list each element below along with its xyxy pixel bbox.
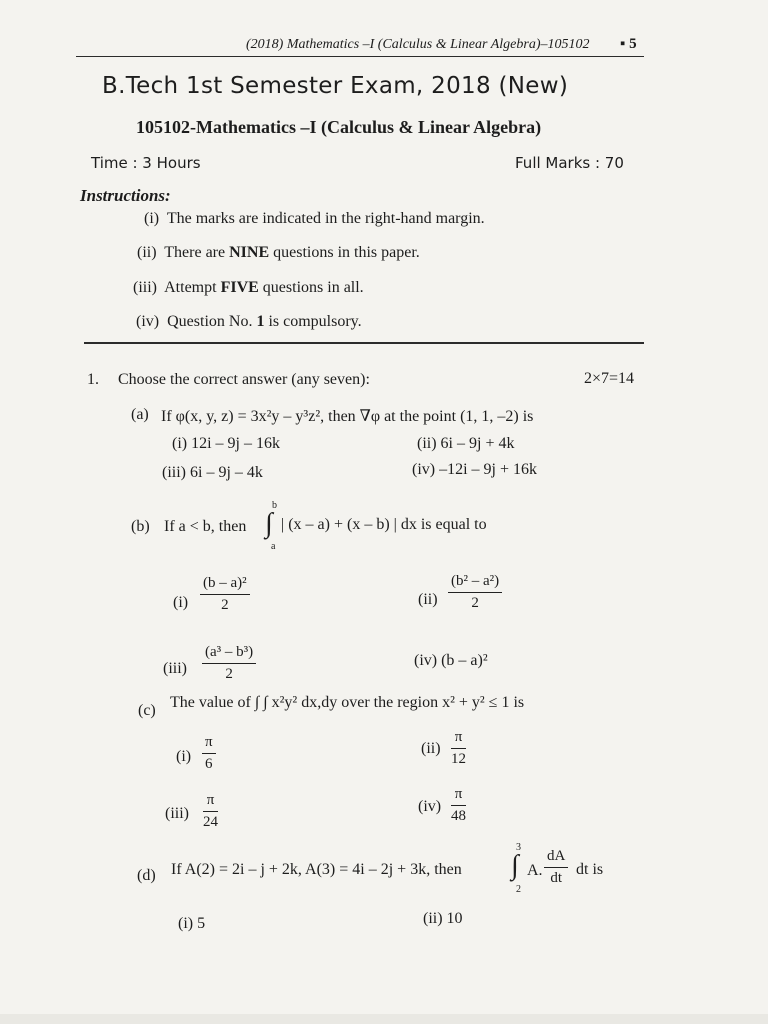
fraction-bar	[202, 753, 216, 754]
exam-title: B.Tech 1st Semester Exam, 2018 (New)	[102, 73, 569, 99]
part-b-option-1-label: (i)	[173, 594, 189, 611]
paper-subtitle: 105102-Mathematics –I (Calculus & Linear Algebra)	[136, 117, 542, 137]
section-rule	[84, 342, 644, 344]
integral-sign-icon: ∫	[265, 508, 273, 539]
instruction-text: Question No.	[167, 313, 257, 330]
part-b-option-1-fraction	[200, 575, 250, 614]
question-text: Choose the correct answer (any seven):	[118, 371, 370, 388]
part-d-lower-limit: 2	[516, 884, 521, 895]
fraction-numerator: π	[454, 786, 463, 802]
part-b-lower-limit: a	[271, 541, 276, 552]
instructions-heading: Instructions:	[80, 186, 171, 205]
integral-sign-icon: ∫	[511, 850, 519, 881]
instruction-text: questions in this paper.	[269, 244, 420, 261]
part-c-option-4-fraction	[451, 786, 466, 825]
running-header: (2018) Mathematics –I (Calculus & Linear Algebra)–105102	[246, 37, 590, 52]
question-marks: 2×7=14	[584, 370, 635, 387]
part-c-option-3-fraction	[203, 792, 218, 831]
header-rule	[76, 56, 644, 57]
fraction-denominator: 12	[451, 751, 466, 767]
instruction-item	[136, 313, 362, 331]
instruction-number: (ii)	[137, 244, 157, 261]
part-c-option-3-label: (iii)	[165, 805, 189, 822]
part-c-option-4-label: (iv)	[418, 798, 442, 815]
fraction-bar	[451, 748, 466, 749]
fraction-denominator: 6	[205, 756, 213, 772]
part-b-option-3-fraction	[202, 644, 256, 683]
question-number: 1.	[87, 371, 99, 388]
fraction-numerator: π	[206, 792, 215, 808]
instruction-number: (iv)	[136, 313, 160, 330]
part-a-option-4: (iv) –12i – 9j + 16k	[412, 461, 538, 478]
instruction-text: questions in all.	[258, 279, 364, 296]
part-b-option-2-fraction	[448, 573, 502, 612]
part-b-option-4: (iv) (b – a)²	[414, 652, 488, 669]
fraction-denominator: 2	[471, 595, 479, 611]
part-d-text: If A(2) = 2i – j + 2k, A(3) = 4i – 2j + 3k, then	[171, 861, 462, 878]
time-allowed: Time : 3 Hours	[91, 154, 201, 172]
part-d-derivative-fraction	[544, 848, 568, 887]
fraction-numerator: dA	[547, 848, 566, 864]
instruction-emphasis: FIVE	[220, 279, 259, 296]
part-c-option-2-label: (ii)	[421, 740, 441, 757]
part-b-integrand: | (x – a) + (x – b) | dx is equal to	[281, 516, 487, 533]
part-b-option-2-label: (ii)	[418, 591, 438, 608]
fraction-bar	[451, 805, 466, 806]
fraction-denominator: dt	[550, 870, 562, 886]
instruction-text: Attempt	[164, 279, 221, 296]
part-c-option-2-fraction	[451, 729, 466, 768]
part-d-label: (d)	[137, 867, 156, 884]
instruction-text: is compulsory.	[264, 313, 362, 330]
instruction-emphasis: 1	[256, 313, 265, 330]
part-a-option-1: (i) 12i – 9j – 16k	[172, 435, 280, 452]
part-d-upper-limit: 3	[516, 842, 521, 853]
instruction-text: The marks are indicated in the right-hand margin.	[166, 210, 485, 227]
part-a-option-2: (ii) 6i – 9j + 4k	[417, 435, 515, 452]
part-b-option-3-label: (iii)	[163, 660, 187, 677]
instruction-number: (iii)	[133, 279, 157, 296]
part-c-text: The value of ∫ ∫ x²y² dx,dy over the region x² + y² ≤ 1 is	[170, 694, 525, 711]
part-b-text: If a < b, then	[164, 518, 247, 535]
fraction-denominator: 24	[203, 814, 218, 830]
fraction-numerator: (b² – a²)	[451, 573, 500, 589]
full-marks: Full Marks : 70	[515, 154, 624, 172]
part-c-option-1-label: (i)	[176, 748, 192, 765]
fraction-numerator: π	[205, 734, 213, 750]
fraction-denominator: 2	[221, 597, 229, 613]
part-d-option-1: (i) 5	[178, 915, 206, 932]
fraction-bar	[202, 663, 256, 664]
part-c-label: (c)	[138, 702, 156, 719]
instruction-item	[144, 210, 485, 228]
fraction-bar	[544, 867, 568, 868]
part-d-option-2: (ii) 10	[423, 910, 463, 927]
fraction-numerator: (a³ – b³)	[205, 644, 254, 660]
instruction-number: (i)	[144, 210, 160, 227]
part-b-upper-limit: b	[272, 500, 277, 511]
instruction-item	[137, 244, 420, 262]
fraction-numerator: π	[454, 729, 463, 745]
part-a-option-3: (iii) 6i – 9j – 4k	[162, 464, 263, 481]
part-a-text: If φ(x, y, z) = 3x²y – y³z², then ∇φ at the point (1, 1, –2) is	[161, 408, 534, 425]
part-c-option-1-fraction	[202, 734, 216, 773]
instruction-item	[133, 279, 364, 297]
fraction-numerator: (b – a)²	[203, 575, 247, 591]
fraction-denominator: 48	[451, 808, 466, 824]
fraction-bar	[448, 592, 502, 593]
part-d-tail: dt is	[576, 861, 604, 878]
part-d-integrand: A.	[527, 862, 543, 879]
part-b-label: (b)	[131, 518, 150, 535]
instruction-emphasis: NINE	[229, 244, 270, 261]
fraction-denominator: 2	[225, 666, 233, 682]
fraction-bar	[200, 594, 250, 595]
page-bottom-edge	[0, 1014, 768, 1024]
part-a-label: (a)	[131, 406, 149, 423]
page-number: ▪ 5	[620, 36, 637, 52]
fraction-bar	[203, 811, 218, 812]
instruction-text: There are	[164, 244, 230, 261]
